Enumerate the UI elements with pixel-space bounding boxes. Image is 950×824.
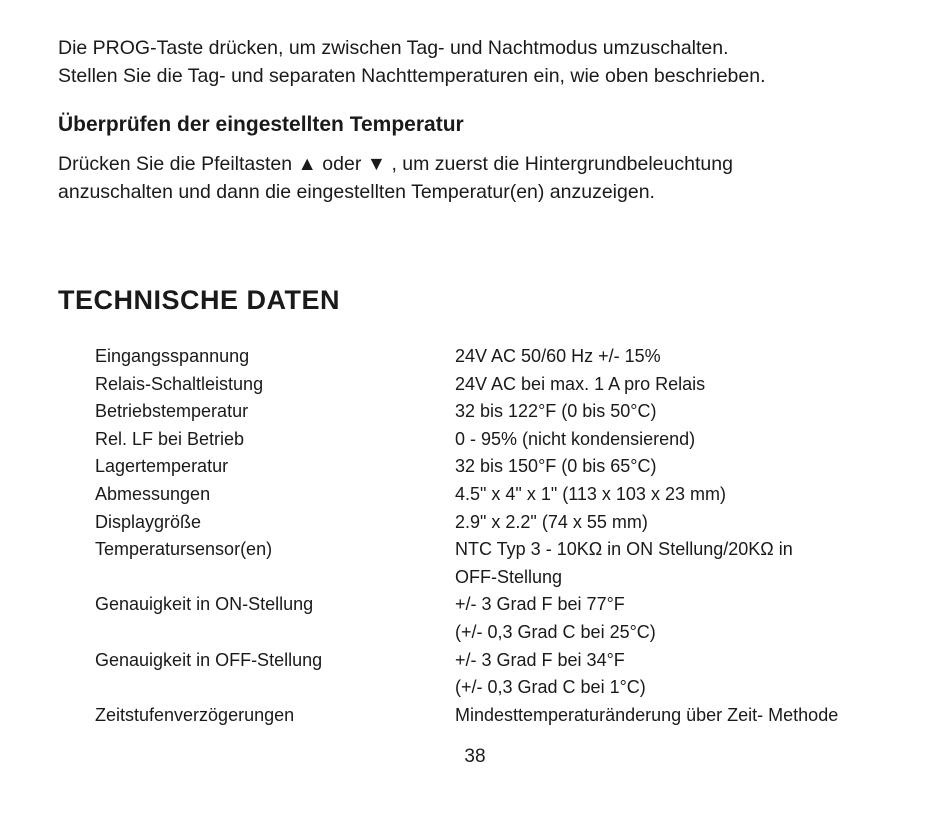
spec-row (95, 398, 915, 426)
spec-value: 24V AC bei max. 1 A pro Relais (455, 373, 706, 394)
spec-row (95, 536, 915, 564)
intro-line-2: Stellen Sie die Tag- und separaten Nachttemperaturen ein, wie oben beschrieben. (58, 65, 766, 87)
spec-label: Zeitstufenverzögerungen (95, 704, 295, 725)
spec-row (95, 481, 915, 509)
check-temperature-paragraph (58, 150, 918, 206)
intro-paragraph (58, 34, 918, 90)
spec-row (95, 453, 915, 481)
spec-label (95, 564, 455, 592)
spec-value: (+/- 0,3 Grad C bei 1°C) (455, 677, 646, 698)
spec-label: Relais-Schaltleistung (95, 373, 264, 394)
spec-value: Mindesttemperaturänderung über Zeit- Methode (455, 704, 839, 725)
spec-row (95, 509, 915, 537)
page-number: 38 (464, 746, 486, 767)
spec-row (95, 564, 915, 592)
intro-line-1: Die PROG-Taste drücken, um zwischen Tag- und Nachtmodus umzuschalten. (58, 37, 729, 59)
spec-label: Displaygröße (95, 511, 202, 532)
check-text-between: oder (322, 153, 362, 175)
spec-label (95, 619, 455, 647)
technical-data-table (95, 343, 915, 729)
spec-row (95, 591, 915, 619)
spec-row (95, 426, 915, 454)
spec-label: Genauigkeit in OFF-Stellung (95, 649, 323, 670)
technical-data-title: TECHNISCHE DATEN (58, 285, 341, 315)
spec-label (95, 674, 455, 702)
spec-label: Eingangsspannung (95, 346, 250, 366)
check-text-after: , um zuerst die Hintergrundbeleuchtung (391, 153, 733, 175)
spec-value: 32 bis 150°F (0 bis 65°C) (455, 456, 657, 477)
spec-row (95, 619, 915, 647)
spec-label: Temperatursensor(en) (95, 539, 273, 560)
technical-data-body (95, 343, 915, 729)
spec-label: Rel. LF bei Betrieb (95, 428, 245, 449)
spec-label: Betriebstemperatur (95, 401, 249, 422)
spec-value: 24V AC 50/60 Hz +/- 15% (455, 346, 661, 366)
check-text-before: Drücken Sie die Pfeiltasten (58, 153, 293, 175)
spec-label: Genauigkeit in ON-Stellung (95, 594, 314, 615)
spec-label: Abmessungen (95, 483, 211, 504)
check-temperature-heading: Überprüfen der eingestellten Temperatur (58, 113, 464, 136)
spec-value: +/- 3 Grad F bei 34°F (455, 649, 625, 670)
spec-row (95, 343, 915, 371)
spec-row (95, 371, 915, 399)
spec-value: OFF-Stellung (455, 566, 563, 587)
down-arrow-icon: ▼ (366, 153, 387, 175)
spec-value: NTC Typ 3 - 10KΩ in ON Stellung/20KΩ in (455, 539, 793, 560)
spec-value: 2.9" x 2.2" (74 x 55 mm) (455, 511, 648, 532)
spec-value: (+/- 0,3 Grad C bei 25°C) (455, 621, 656, 642)
spec-value: 0 - 95% (nicht kondensierend) (455, 428, 696, 449)
spec-value: +/- 3 Grad F bei 77°F (455, 594, 625, 615)
spec-row (95, 647, 915, 675)
spec-value: 32 bis 122°F (0 bis 50°C) (455, 401, 657, 422)
check-text-line-2: anzuschalten und dann die eingestellten Temperatur(en) anzuzeigen. (58, 181, 655, 203)
up-arrow-icon: ▲ (297, 153, 317, 175)
spec-row (95, 702, 915, 730)
spec-value: 4.5" x 4" x 1" (113 x 103 x 23 mm) (455, 483, 726, 504)
spec-label: Lagertemperatur (95, 456, 229, 477)
spec-row (95, 674, 915, 702)
